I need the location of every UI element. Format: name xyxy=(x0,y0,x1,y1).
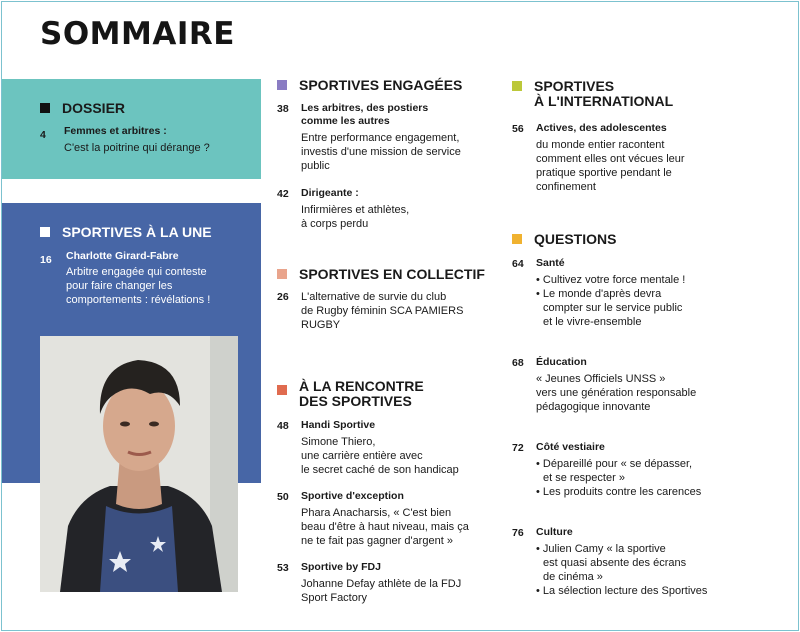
engagees-entry-1[interactable] xyxy=(277,102,497,173)
collectif-entry-1[interactable] xyxy=(277,290,497,332)
entry-title: Santé xyxy=(536,257,565,269)
questions-entry-vestiaire[interactable] xyxy=(512,441,752,499)
entry-text-line: L'alternative de survie du club xyxy=(301,291,447,303)
une-heading-label: SPORTIVES À LA UNE xyxy=(62,224,212,240)
entry-title: Les arbitres, des postiers xyxy=(301,102,429,114)
page-number: 64 xyxy=(512,258,524,270)
international-heading[interactable] xyxy=(512,79,673,109)
section-heading-label: QUESTIONS xyxy=(534,231,617,247)
entry-text-line: ne te fait pas gagner d'argent » xyxy=(301,535,453,547)
square-bullet-icon xyxy=(512,81,522,91)
entry-text-line: est quasi absente des écrans xyxy=(543,557,687,569)
questions-entry-sante[interactable] xyxy=(512,257,752,329)
une-heading[interactable] xyxy=(40,224,212,240)
dossier-heading-label: DOSSIER xyxy=(62,100,126,116)
section-heading-label: DES SPORTIVES xyxy=(299,393,412,409)
entry-text-line: Infirmières et athlètes, xyxy=(301,204,410,216)
rencontre-entry-1[interactable] xyxy=(277,419,497,477)
questions-heading[interactable] xyxy=(512,232,616,247)
entry-text-line: Arbitre engagée qui conteste xyxy=(66,266,207,278)
square-bullet-icon xyxy=(277,269,287,279)
entry-text-line: Johanne Defay athlète de la FDJ xyxy=(301,578,462,590)
entry-text-line: Entre performance engagement, xyxy=(301,132,460,144)
engagees-heading[interactable] xyxy=(277,78,462,93)
entry-title: Côté vestiaire xyxy=(536,441,605,453)
dossier-box xyxy=(2,79,261,179)
square-bullet-icon xyxy=(512,234,522,244)
entry-bullet: • Le monde d'après devra xyxy=(536,288,662,300)
section-heading-label: À L'INTERNATIONAL xyxy=(534,93,674,109)
page-number: 56 xyxy=(512,123,524,135)
page-number: 48 xyxy=(277,420,289,432)
entry-title: Actives, des adolescentes xyxy=(536,122,667,134)
entry-text-line: pour faire changer les xyxy=(66,280,173,292)
entry-text-line: à corps perdu xyxy=(301,218,369,230)
entry-text-line: comment elles ont vécues leur xyxy=(536,153,685,165)
entry-title: Charlotte Girard-Fabre xyxy=(66,250,179,262)
questions-entry-education[interactable] xyxy=(512,356,752,414)
rencontre-entry-3[interactable] xyxy=(277,561,497,605)
entry-text-line: et le vivre-ensemble xyxy=(543,316,642,328)
page-number: 4 xyxy=(40,129,46,141)
entry-bullet: • Julien Camy « la sportive xyxy=(536,543,666,555)
entry-title: Dirigeante : xyxy=(301,187,359,199)
entry-text-line: de Rugby féminin SCA PAMIERS xyxy=(301,305,464,317)
entry-text: C'est la poitrine qui dérange ? xyxy=(64,142,210,154)
square-bullet-icon xyxy=(40,227,50,237)
section-heading-label: SPORTIVES xyxy=(534,78,615,94)
entry-text-line: le secret caché de son handicap xyxy=(301,464,459,476)
dossier-entry[interactable] xyxy=(40,125,210,154)
entry-title: Éducation xyxy=(536,356,587,368)
entry-text-line: vers une génération responsable xyxy=(536,387,697,399)
entry-text-line: « Jeunes Officiels UNSS » xyxy=(536,373,666,385)
square-bullet-icon xyxy=(277,385,287,395)
entry-title: Culture xyxy=(536,526,573,538)
entry-bullet: • Dépareillé pour « se dépasser, xyxy=(536,458,693,470)
entry-text-line: du monde entier racontent xyxy=(536,139,665,151)
rencontre-entry-2[interactable] xyxy=(277,490,497,548)
entry-text-line: comportements : révélations ! xyxy=(66,294,211,306)
entry-text-line: pédagogique innovante xyxy=(536,401,651,413)
page-number: 26 xyxy=(277,291,289,303)
entry-text-line: confinement xyxy=(536,181,596,193)
section-heading-label: SPORTIVES EN COLLECTIF xyxy=(299,266,485,282)
square-bullet-icon xyxy=(40,103,50,113)
entry-text-line: beau d'être à haut niveau, mais ça xyxy=(301,521,469,533)
page-title: SOMMAIRE xyxy=(40,16,235,52)
dossier-heading[interactable] xyxy=(40,100,125,116)
page-number: 38 xyxy=(277,103,289,115)
portrait-photo xyxy=(40,336,238,592)
square-bullet-icon xyxy=(277,80,287,90)
page-number: 16 xyxy=(40,254,52,266)
page-number: 68 xyxy=(512,357,524,369)
page-number: 72 xyxy=(512,442,524,454)
entry-title: comme les autres xyxy=(301,115,390,127)
entry-text-line: RUGBY xyxy=(301,319,341,331)
engagees-entry-2[interactable] xyxy=(277,187,497,231)
entry-text-line: une carrière entière avec xyxy=(301,450,423,462)
entry-bullet: • Cultivez votre force mentale ! xyxy=(536,274,686,286)
page-number: 53 xyxy=(277,562,289,574)
section-heading-label: SPORTIVES ENGAGÉES xyxy=(299,77,463,93)
entry-title: Handi Sportive xyxy=(301,419,376,431)
entry-text-line: Phara Anacharsis, « C'est bien xyxy=(301,507,452,519)
rencontre-heading[interactable] xyxy=(277,379,424,409)
entry-title: Femmes et arbitres : xyxy=(64,125,167,137)
entry-bullet: • La sélection lecture des Sportives xyxy=(536,585,708,597)
entry-title: Sportive by FDJ xyxy=(301,561,381,573)
entry-text-line: pratique sportive pendant le xyxy=(536,167,672,179)
section-heading-label: À LA RENCONTRE xyxy=(299,378,424,394)
entry-bullet: • Les produits contre les carences xyxy=(536,486,702,498)
entry-text-line: de cinéma » xyxy=(543,571,603,583)
entry-text-line: compter sur le service public xyxy=(543,302,683,314)
entry-text-line: et se respecter » xyxy=(543,472,625,484)
entry-text-line: investis d'une mission de service xyxy=(301,146,461,158)
entry-text-line: public xyxy=(301,160,330,172)
entry-title: Sportive d'exception xyxy=(301,490,404,502)
page-number: 50 xyxy=(277,491,289,503)
portrait-illustration xyxy=(40,336,238,592)
international-entry-1[interactable] xyxy=(512,122,752,194)
entry-text-line: Simone Thiero, xyxy=(301,436,376,448)
collectif-heading[interactable] xyxy=(277,267,485,282)
questions-entry-culture[interactable] xyxy=(512,526,752,598)
page-number: 76 xyxy=(512,527,524,539)
entry-text-line: Sport Factory xyxy=(301,592,368,604)
une-entry[interactable] xyxy=(40,250,255,306)
page-number: 42 xyxy=(277,188,289,200)
